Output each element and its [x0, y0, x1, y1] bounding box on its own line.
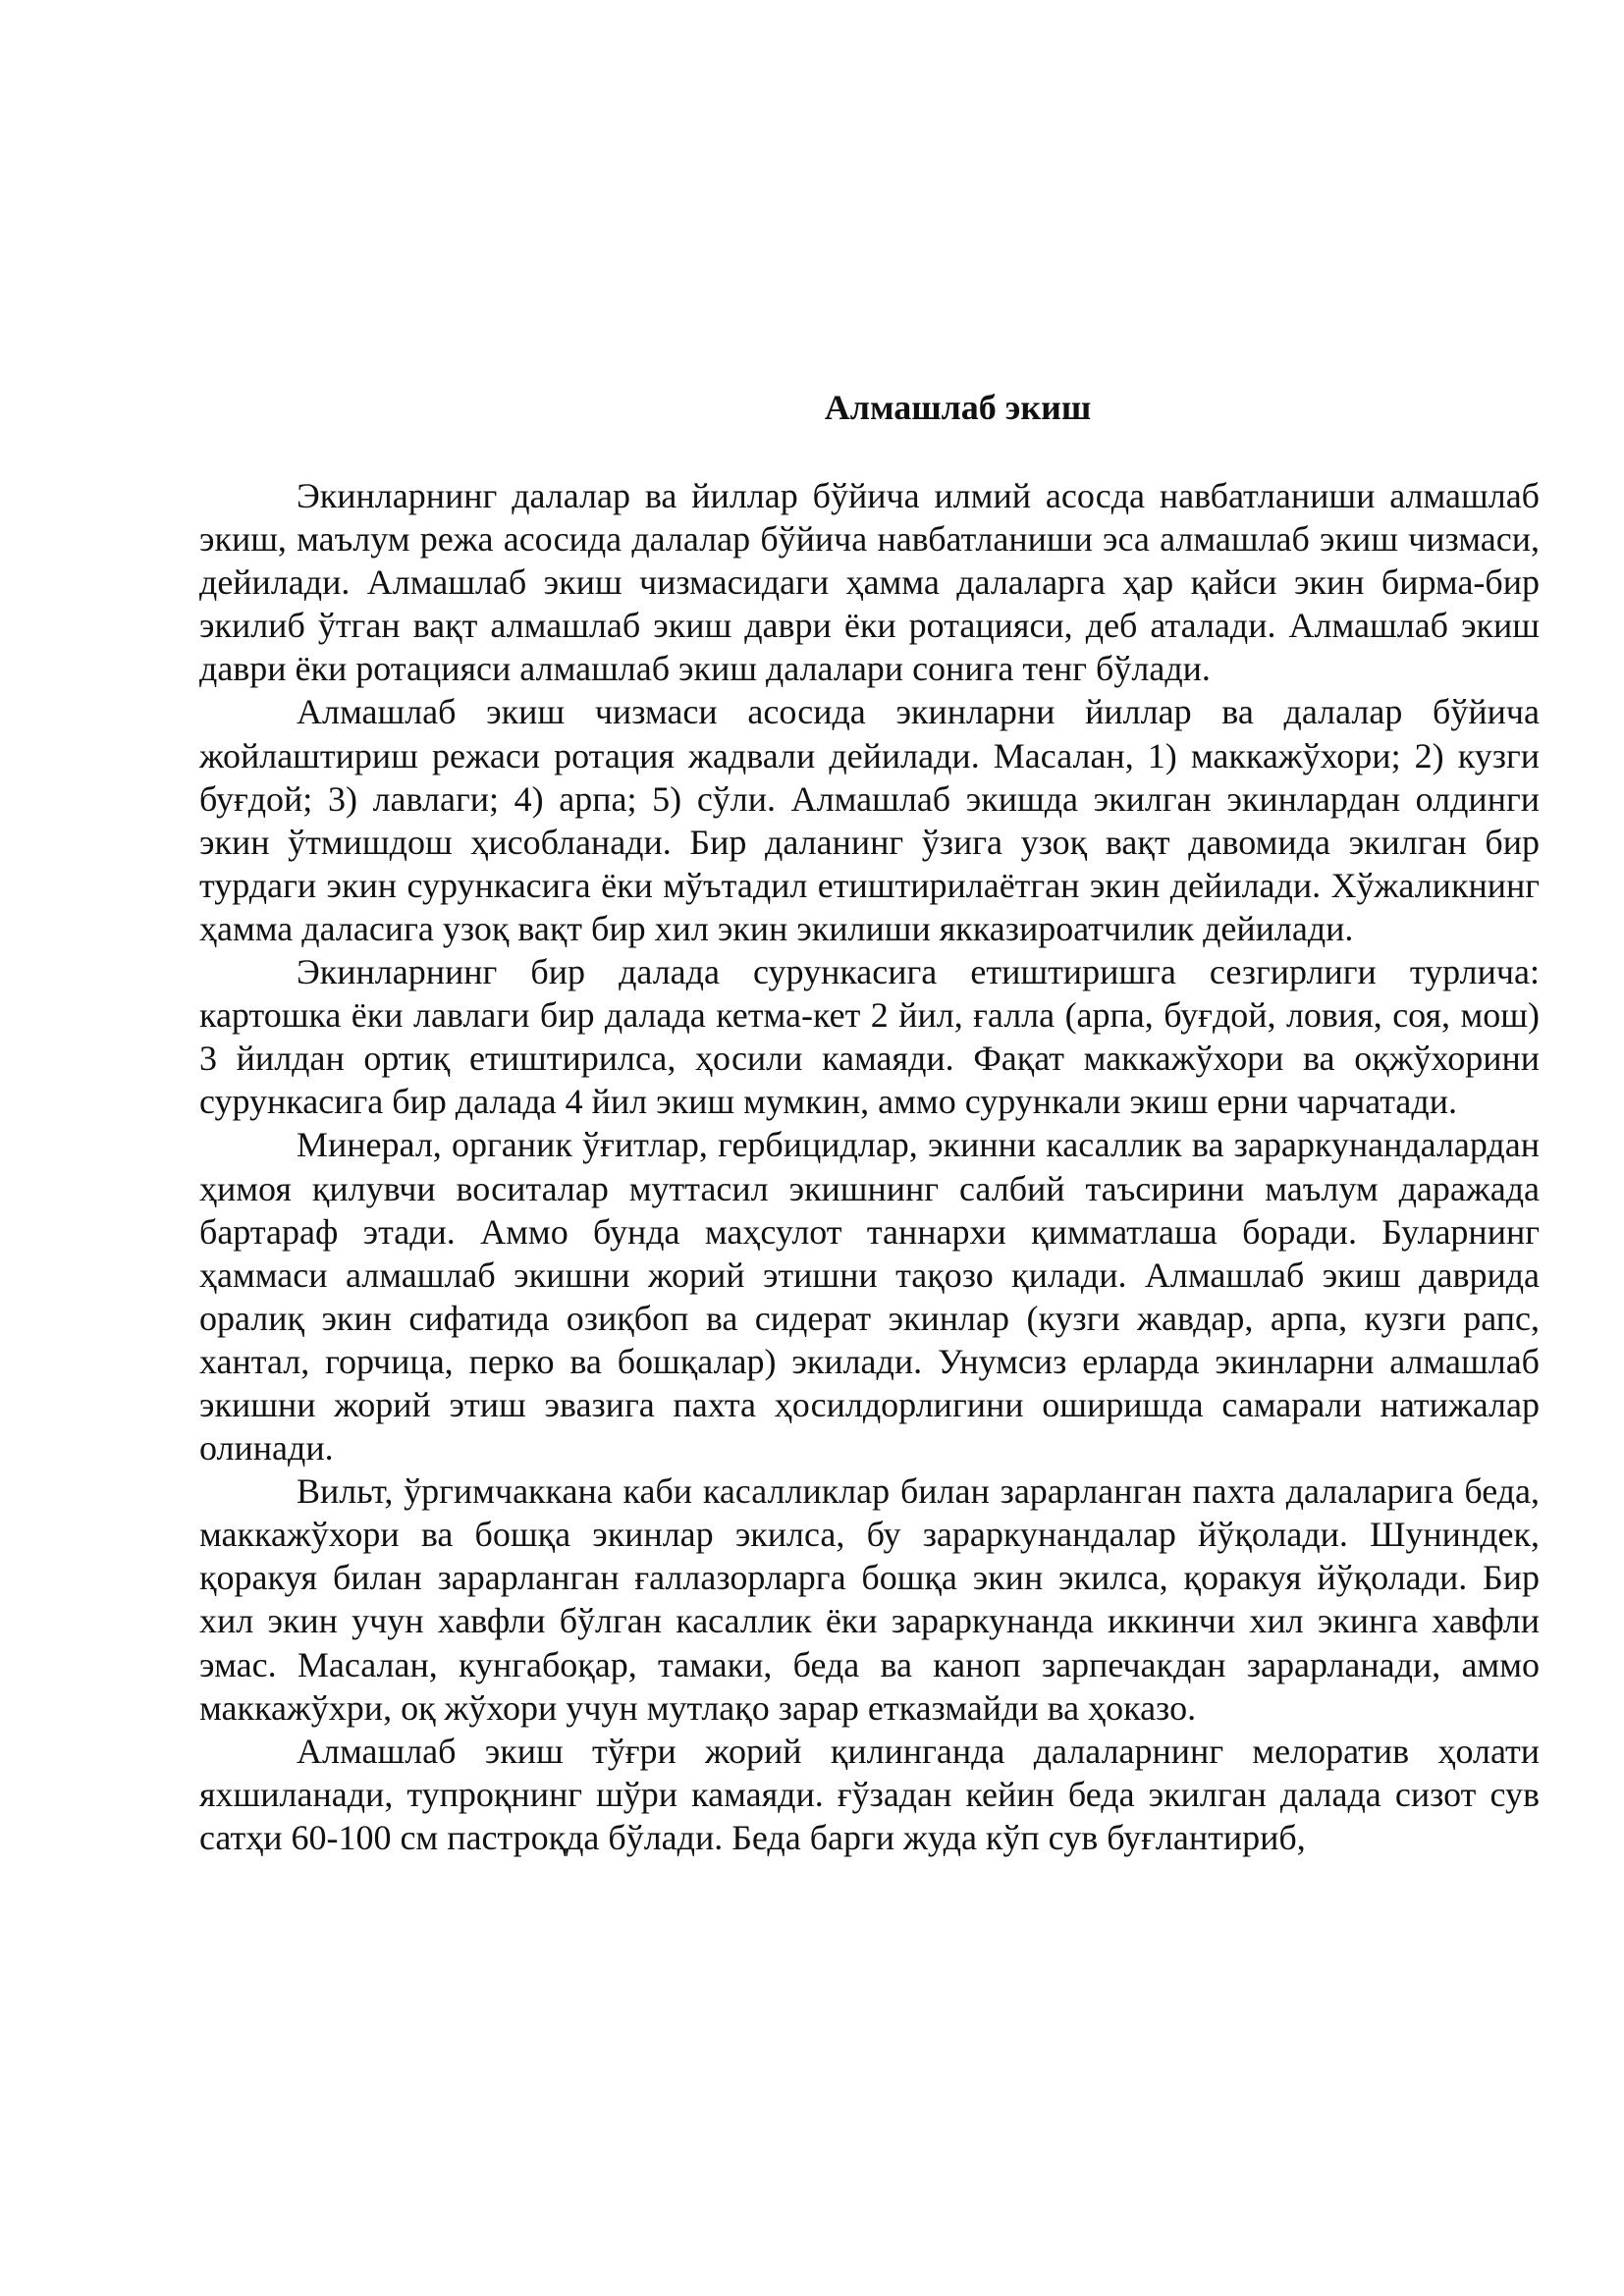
- paragraph-3: Экинларнинг бир далада сурункасига етиштиришга сезгирлиги турлича: картошка ёки лавлаги бир далада кетма-кет 2 йил, ғалла (арпа, буғдой, ловия, соя, мош) 3 йилдан ортиқ етиштирилса, ҳосили камаяди. Фақат маккажўхори ва оқжўхорини сурункасига бир далада 4 йил экиш мумкин, аммо сурункали экиш ерни чарчатади.: [199, 952, 1540, 1122]
- paragraph-2: Алмашлаб экиш чизмаси асосида экинларни йиллар ва далалар бўйича жойлаштириш режаси ротация жадвали дейилади. Масалан, 1) маккажўхори; 2) кузги буғдой; 3) лавлаги; 4) арпа; 5) сўли. Алмашлаб экишда экилган экинлардан олдинги экин ўтмишдош ҳисобланади. Бир даланинг ўзига узоқ вақт давомида экилган бир турдаги экин сурункасига ёки мўътадил етиштирилаётган экин дейилади. Хўжаликнинг ҳамма даласига узоқ вақт бир хил экин экилиши якказироатчилик дейилади.: [199, 692, 1540, 948]
- document-body: [199, 385, 1540, 1859]
- paragraph-6: Алмашлаб экиш тўғри жорий қилинганда далаларнинг мелоратив ҳолати яхшиланади, тупроқнинг шўри камаяди. ғўзадан кейин беда экилган далада сизот сув сатҳи 60-100 см пастроқда бўлади. Беда барги жуда кўп сув буғлантириб,: [199, 1731, 1540, 1857]
- paragraph-4: Минерал, органик ўғитлар, гербицидлар, экинни касаллик ва зараркунандалардан ҳимоя қилувчи воситалар муттасил экишнинг салбий таъсирини маълум даражада бартараф этади. Аммо бунда маҳсулот таннархи қимматлаша боради. Буларнинг ҳаммаси алмашлаб экишни жорий этишни тақозо қилади. Алмашлаб экиш даврида оралиқ экин сифатида озиқбоп ва сидерат экинлар (кузги жавдар, арпа, кузги рапс, хантал, горчица, перко ва бошқалар) экилади. Унумсиз ерларда экинларни алмашлаб экишни жорий этиш эвазига пахта ҳосилдорлигини оширишда самарали натижалар олинади.: [199, 1125, 1540, 1468]
- paragraph-5: Вильт, ўргимчаккана каби касалликлар билан зарарланган пахта далаларига беда, маккажўхори ва бошқа экинлар экилса, бу зараркунандалар йўқолади. Шуниндек, қоракуя билан зарарланган ғаллазорларга бошқа экин экилса, қоракуя йўқолади. Бир хил экин учун хавфли бўлган касаллик ёки зараркунанда иккинчи хил экинга хавфли эмас. Масалан, кунгабоқар, тамаки, беда ва каноп зарпечакдан зарарланади, аммо маккажўхри, оқ жўхори учун мутлақо зарар етказмайди ва ҳоказо.: [199, 1471, 1540, 1728]
- paragraph-1: Экинларнинг далалар ва йиллар бўйича илмий асосда навбатланиши алмашлаб экиш, маълум режа асосида далалар бўйича навбатланиши эса алмашлаб экиш чизмаси, дейилади. Алмашлаб экиш чизмасидаги ҳамма далаларга ҳар қайси экин бирма-бир экилиб ўтган вақт алмашлаб экиш даври ёки ротацияси, деб аталади. Алмашлаб экиш даври ёки ротацияси алмашлаб экиш далалари сонига тенг бўлади.: [199, 476, 1540, 689]
- document-title: Алмашлаб экиш: [824, 388, 1092, 427]
